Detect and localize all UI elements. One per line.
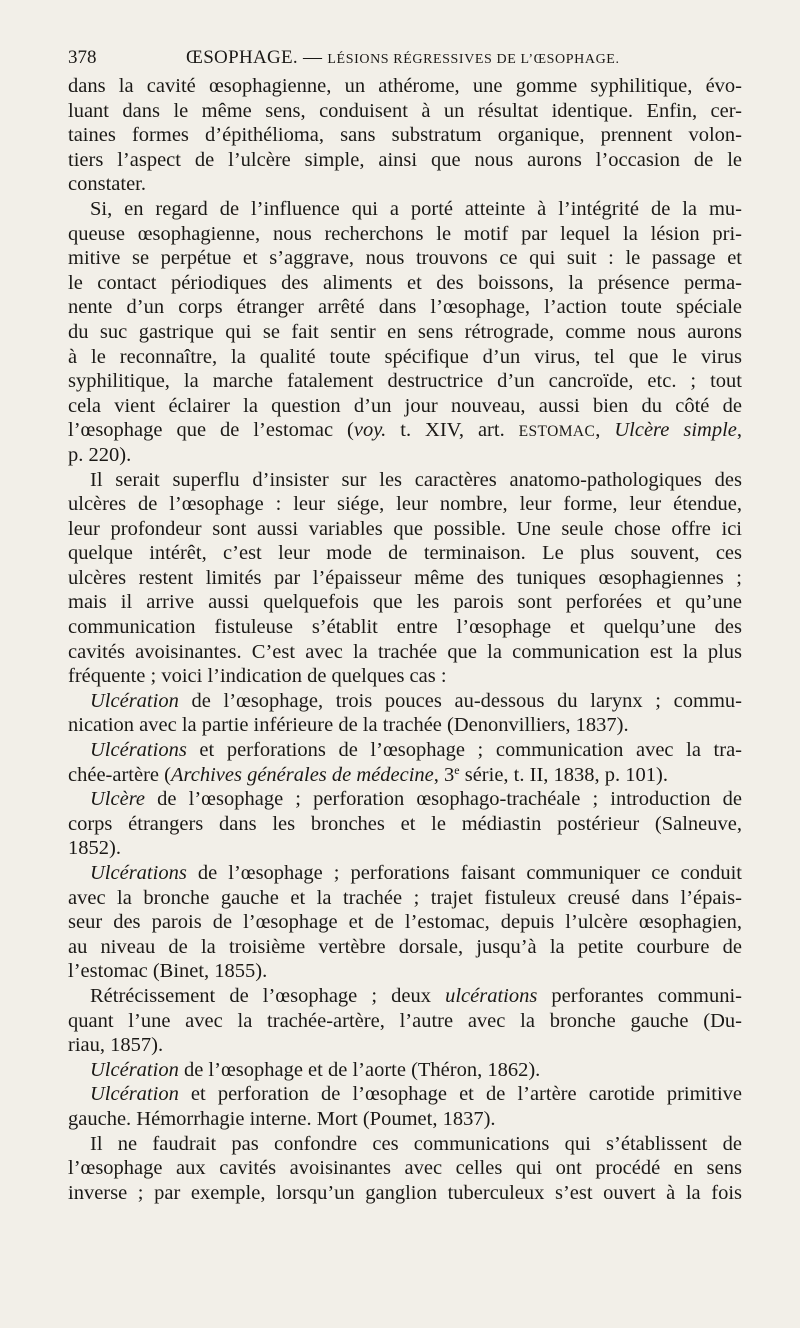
text-line: queuse œsophagienne, nous recherchons le motif par lequel la lésion pri- [68, 222, 742, 245]
italic-text: Ulcération [90, 1083, 179, 1106]
text-line [68, 763, 742, 788]
italic-text: Ulcération [90, 1058, 179, 1081]
text-line: dans la cavité œsophagienne, un athérome, une gomme syphilitique, évo- [68, 75, 742, 97]
text-line: luant dans le même sens, conduisent à un résultat identique. Enfin, cer- [68, 99, 742, 122]
text-line: Il serait superflu d’insister sur les caractères anatomo-pathologiques des [90, 468, 742, 491]
text-line: leur profondeur sont aussi variables que possible. Une seule chose offre ici [68, 517, 742, 540]
italic-text: Ulcère simple [614, 419, 737, 442]
text-line: p. 220). [68, 443, 132, 466]
running-header [68, 44, 740, 72]
text-line: 1852). [68, 837, 121, 860]
text-run: chée-artère ( [68, 763, 171, 786]
text-line: constater. [68, 173, 146, 196]
small-caps-text: ESTOMAC [518, 423, 596, 441]
text-line: quelque intérêt, c’est leur mode de terminaison. Le plus souvent, ces [68, 542, 742, 565]
text-line: l’œsophage aux cavités avoisinantes avec celles qui ont procédé en sens [68, 1157, 742, 1180]
text-line: cavités avoisinantes. C’est avec la trachée que la communication est la plus [68, 640, 742, 663]
text-line [68, 689, 742, 714]
text-line: cela vient éclairer la question d’un jour nouveau, aussi bien du côté de [68, 394, 742, 417]
text-run: et perforation de l’œsophage et de l’artère carotide primitive [178, 1083, 742, 1106]
text-line: gauche. Hémorrhagie interne. Mort (Poumet, 1837). [68, 1107, 496, 1130]
text-run: de l’œsophage et de l’aorte (Théron, 1862). [178, 1058, 541, 1081]
text-line [68, 861, 742, 886]
running-title-main: ŒSOPHAGE. [186, 47, 298, 68]
text-line: du suc gastrique qui se fait sentir en sens rétrograde, comme nous aurons [68, 320, 742, 343]
text-line [68, 1082, 742, 1107]
running-title [186, 44, 620, 74]
text-run: Rétrécissement de l’œsophage ; deux [90, 984, 446, 1007]
text-line: au niveau de la troisième vertèbre dorsale, jusqu’à la petite courbure de [68, 935, 742, 958]
italic-text: voy. [353, 419, 387, 442]
text-line: ulcères de l’œsophage : leur siége, leur nombre, leur forme, leur étendue, [68, 493, 742, 516]
text-run: , [736, 419, 742, 442]
text-run: , [595, 419, 615, 442]
text-line [68, 1058, 742, 1083]
text-line: seur des parois de l’œsophage et de l’estomac, depuis l’ulcère œsophagien, [68, 911, 742, 934]
text-run: de l’œsophage, trois pouces au-dessous du larynx ; commu- [178, 689, 742, 712]
text-line: à le reconnaître, la qualité toute spécifique d’un virus, tel que le virus [68, 345, 742, 368]
page-number: 378 [68, 47, 97, 68]
text-line: mais il arrive aussi quelquefois que les parois sont perforées et qu’une [68, 591, 742, 614]
text-line: nente d’un corps étranger arrêté dans l’œsophage, l’action toute spéciale [68, 296, 742, 319]
italic-text: ulcérations [445, 984, 538, 1007]
italic-text: Ulcérations [90, 739, 187, 762]
text-line: taines formes d’épithélioma, sans substratum organique, prennent volon- [68, 124, 742, 147]
text-line: syphilitique, la marche fatalement destructrice d’un cancroïde, etc. ; tout [68, 370, 742, 393]
italic-text: Ulcère [90, 788, 146, 811]
text-line: ulcères restent limités par l’épaisseur même des tuniques œsophagiennes ; [68, 566, 742, 589]
text-line: quant l’une avec la trachée-artère, l’autre avec la bronche gauche (Du- [68, 1009, 742, 1032]
text-line: fréquente ; voici l’indication de quelques cas : [68, 665, 447, 688]
text-line: l’estomac (Binet, 1855). [68, 960, 268, 983]
text-line: inverse ; par exemple, lorsqu’un ganglion tuberculeux s’est ouvert à la fois [68, 1181, 742, 1204]
text-run: l’œsophage que de l’estomac ( [68, 419, 354, 442]
text-line: corps étrangers dans les bronches et le médiastin postérieur (Salneuve, [68, 812, 742, 835]
text-line [68, 738, 742, 763]
italic-text: Ulcération [90, 689, 179, 712]
text-line: avec la bronche gauche et la trachée ; trajet fistuleux creusé dans l’épais- [68, 886, 742, 909]
italic-text: Archives générales de médecine [170, 763, 434, 786]
text-line: riau, 1857). [68, 1034, 164, 1057]
text-line: le contact périodiques des aliments et des boissons, la présence perma- [68, 271, 742, 294]
text-run: de l’œsophage ; perforations faisant communiquer ce conduit [186, 862, 742, 884]
text-line: Il ne faudrait pas confondre ces communications qui s’établissent de [90, 1132, 742, 1155]
text-line: mitive se perpétue et s’aggrave, nous trouvons ce qui suit : le passage et [68, 247, 742, 270]
text-line [68, 984, 742, 1009]
text-run: série, t. II, 1838, p. 101). [459, 763, 668, 786]
text-run: , 3 [433, 763, 455, 786]
text-line: tiers l’aspect de l’ulcère simple, ainsi que nous aurons l’occasion de le [68, 148, 742, 171]
text-line: communication fistuleuse s’établit entre l’œsophage et quelqu’une des [68, 616, 742, 639]
text-run: t. XIV, art. [386, 419, 519, 442]
italic-text: Ulcérations [90, 862, 187, 884]
text-run: et perforations de l’œsophage ; communication avec la tra- [186, 739, 742, 762]
text-run: perforantes communi- [537, 984, 742, 1007]
text-run: de l’œsophage ; perforation œsophago-trachéale ; introduction de [145, 788, 742, 811]
text-line [68, 787, 742, 812]
running-title-dash: — [303, 47, 323, 68]
text-line: nication avec la partie inférieure de la trachée (Denonvilliers, 1837). [68, 714, 629, 737]
text-line: Si, en regard de l’influence qui a porté atteinte à l’intégrité de la mu- [90, 197, 742, 220]
running-title-sub: LÉSIONS RÉGRESSIVES DE L’ŒSOPHAGE. [327, 52, 620, 67]
superscript: e [454, 762, 460, 777]
body-text [68, 74, 742, 1205]
text-line [68, 418, 742, 443]
